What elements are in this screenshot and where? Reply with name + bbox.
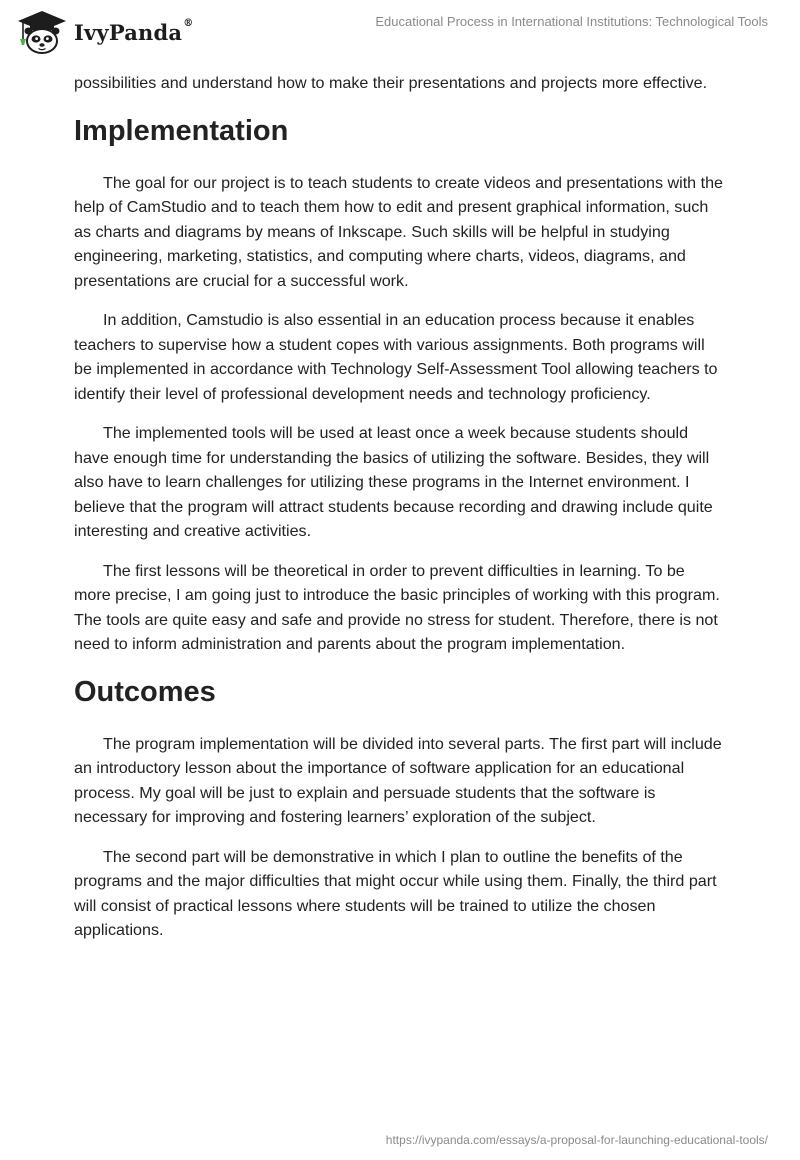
outcomes-paragraph-2: The second part will be demonstrative in which I plan to outline the benefits of the programs and the major difficulties that might occur while using them. Finally, the third part will consist of practical lessons where students will be trained to utilize the chosen applications. [74, 847, 717, 939]
brand-name [74, 17, 194, 45]
outcomes-paragraph-1: The program implementation will be divided into several parts. The first part will include an introductory lesson about the importance of software application for an educational process. My goal will be just to explain and persuade students that the software is necessary for improving and fostering learners’ exploration of the subject. [74, 734, 722, 826]
implementation-paragraph-3: The implemented tools will be used at least once a week because students should have enough time for understanding the basics of utilizing the software. Besides, they will also have to learn challenges for utilizing these programs in the Internet environment. I believe that the program will attract students because recording and drawing include quite interesting and creative activities. [74, 424, 713, 540]
essay-body [74, 71, 724, 958]
page-header [0, 0, 800, 66]
ivypanda-logo[interactable] [14, 8, 193, 56]
implementation-paragraph-1: The goal for our project is to teach students to create videos and presentations with the help of CamStudio and to teach them how to edit and present graphical information, such as charts and diagrams by means of Inkscape. Such skills will be helpful in studying engineering, marketing, statistics, and computing where charts, videos, diagrams, and presentations are crucial for a successful work. [74, 173, 723, 290]
section-heading-outcomes: Outcomes [74, 675, 216, 708]
intro-paragraph: possibilities and understand how to make their presentations and projects more effective. [74, 74, 708, 92]
document-title: Educational Process in International Institutions: Technological Tools [375, 14, 768, 29]
section-heading-implementation: Implementation [74, 114, 289, 147]
implementation-paragraph-4: The first lessons will be theoretical in order to prevent difficulties in learning. To be more precise, I am going just to introduce the basic principles of working with this program. The tools are quite easy and safe and provide no stress for student. Therefore, there is not need to inform administration and parents about the program implementation. [74, 561, 720, 653]
implementation-paragraph-2: In addition, Camstudio is also essential in an education process because it enables teachers to supervise how a student copes with various assignments. Both programs will be implemented in accordance with Technology Self-Assessment Tool allowing teachers to identify their level of professional development needs and technology proficiency. [74, 311, 718, 403]
brand-name-text: IvyPanda [74, 19, 183, 45]
registered-mark: ® [183, 17, 194, 29]
panda-graduation-cap-icon [14, 9, 70, 55]
source-url[interactable]: https://ivypanda.com/essays/a-proposal-for-launching-educational-tools/ [385, 1133, 768, 1147]
